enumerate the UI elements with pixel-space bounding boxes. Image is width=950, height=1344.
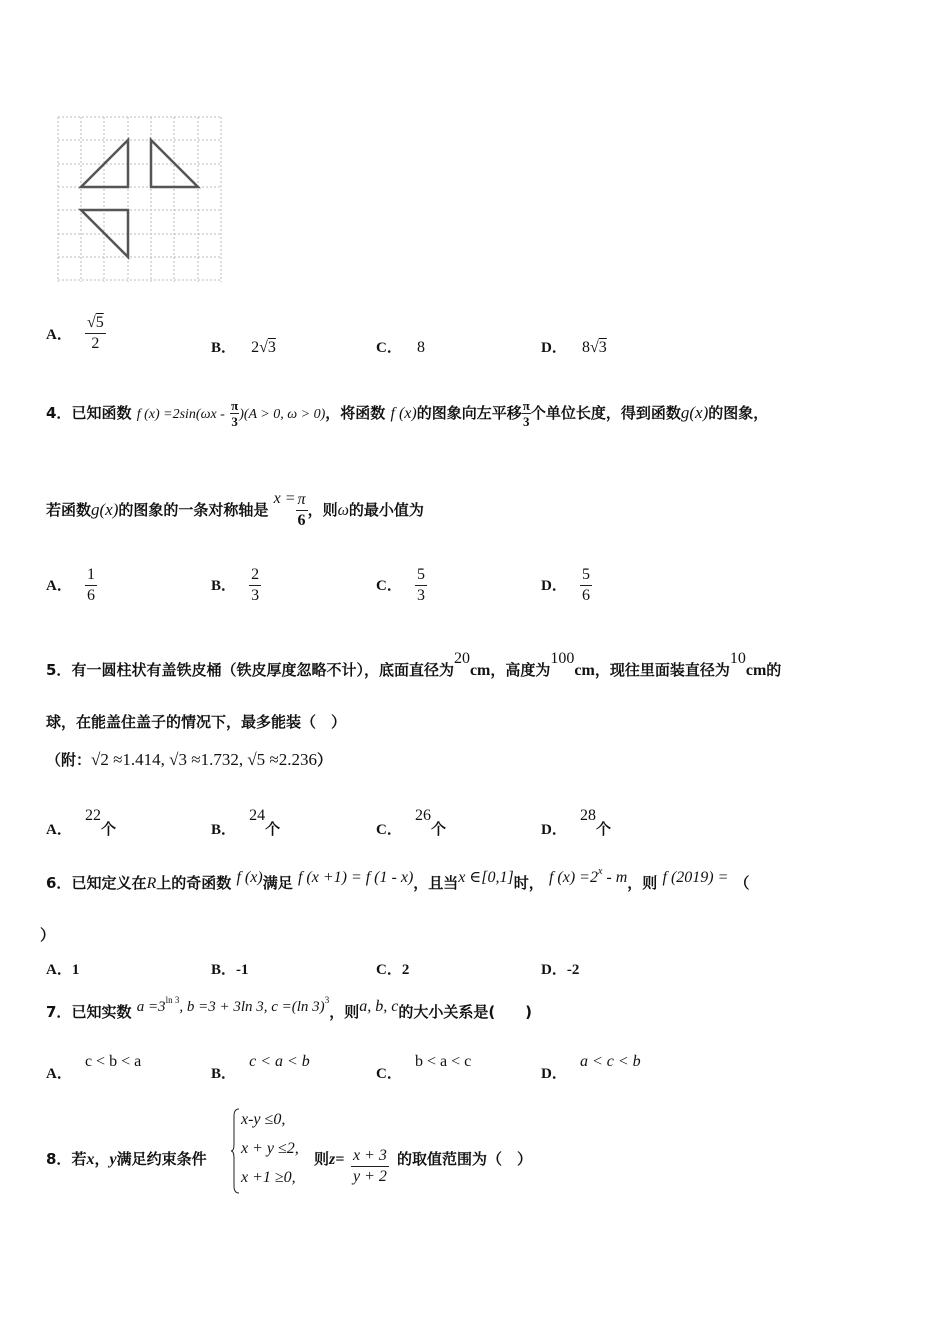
- q7-option-b[interactable]: B． c < a < b: [211, 1053, 310, 1082]
- q5-option-a[interactable]: A． 22个: [46, 807, 116, 838]
- q3-option-a[interactable]: A． $\frac{√5}{2}$: [46, 314, 104, 352]
- question-4-line2: 若函数g(x)的图象的一条对称轴是 x = $\frac{\pi}{6}$ ，则ω的最小值为: [46, 490, 424, 529]
- constraint-3: x +1 ≥0,: [241, 1169, 296, 1186]
- q3-option-d[interactable]: D． 8√3: [541, 339, 607, 356]
- question-6-line2: ）: [40, 926, 56, 944]
- q7-option-c[interactable]: C． b < a < c: [376, 1053, 472, 1082]
- question-8-end: 的取值范围为（ ）: [397, 1150, 533, 1168]
- question-8-lead: 8．若x，y满足约束条件: [46, 1150, 207, 1168]
- constraint-1: x-y ≤0,: [241, 1111, 286, 1128]
- question-4-line1: 4．已知函数 f (x) =2sin(ωx - $\frac{\pi}{3}$ )(A > 0, ω > 0)，将函数 f (x)的图象向左平移 $\frac{\pi}{3}$ 个单位长度，得到函数g(x)的图象，: [46, 398, 769, 429]
- q4-option-c[interactable]: C． $\frac{5}{3}$: [376, 566, 425, 604]
- sqrt5-numerator: √5: [85, 313, 106, 334]
- question-5-note: （附：√2 ≈1.414, √3 ≈1.732, √5 ≈2.236）: [46, 750, 333, 769]
- q6-option-d[interactable]: D．-2: [541, 962, 580, 978]
- q4-option-b[interactable]: B． $\frac{2}{3}$: [211, 566, 260, 604]
- q6-option-a[interactable]: A．1: [46, 962, 80, 978]
- q5-option-c[interactable]: C． 26个: [376, 807, 446, 838]
- constraint-brace: [230, 1108, 240, 1198]
- question-6-line1: 6．已知定义在R上的奇函数 f (x)满足 f (x +1) = f (1 - x)，且当x ∈[0,1]时， f $(x) =2^x - m$，则 f (2019) = （: [46, 866, 750, 892]
- q5-option-d[interactable]: D． 28个: [541, 807, 611, 838]
- z-fraction: $\frac{x + 3}{y + 2}$: [353, 1147, 387, 1185]
- q4-option-d[interactable]: D． $\frac{5}{6}$: [541, 566, 590, 604]
- q7-option-a[interactable]: A． c < b < a: [46, 1053, 142, 1082]
- question-5-line2: 球，在能盖住盖子的情况下，最多能装（ ）: [46, 713, 347, 731]
- q5-option-b[interactable]: B． 24个: [211, 807, 281, 838]
- q3-option-b[interactable]: B． 2√3: [211, 339, 276, 356]
- front-view-triangle: [81, 140, 128, 187]
- question-5-line1: 5．有一圆柱状有盖铁皮桶（铁皮厚度忽略不计），底面直径为$^{20}$cm，高度为$^{100}$cm，现往里面装直径为$^{10}$cm的: [46, 650, 782, 679]
- q4-option-a[interactable]: A． $\frac{1}{6}$: [46, 566, 95, 604]
- question-7: 7．已知实数 $a =3^{ln 3}$, b =3 + 3ln 3, c =(ln 3)$^3$，则a, b, c的大小关系是( ): [46, 995, 533, 1021]
- three-view-figure: [56, 114, 224, 284]
- question-8-tail: 则z=: [314, 1150, 345, 1168]
- q7-option-d[interactable]: D． a < c < b: [541, 1053, 641, 1082]
- q6-option-c[interactable]: C．2: [376, 962, 410, 978]
- q3-option-c[interactable]: C． 8: [376, 339, 425, 356]
- q6-option-b[interactable]: B．-1: [211, 962, 249, 978]
- constraint-2: x + y ≤2,: [241, 1140, 299, 1157]
